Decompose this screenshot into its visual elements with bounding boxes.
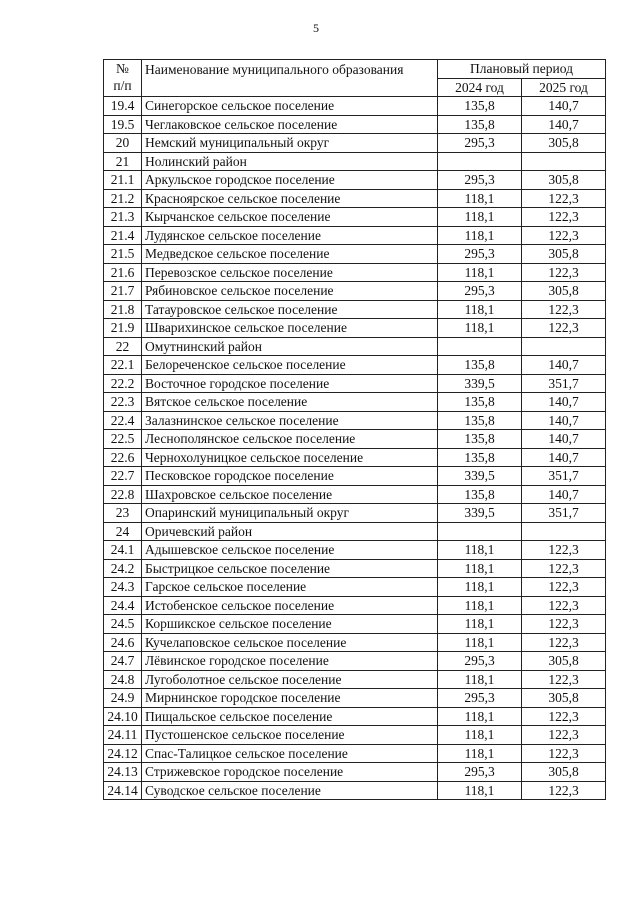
table-row	[104, 559, 606, 578]
table-row	[104, 652, 606, 671]
row-value-2025: 122,3	[522, 559, 606, 578]
row-number: 24.9	[104, 689, 142, 708]
table-row	[104, 171, 606, 190]
row-value-2024	[438, 337, 522, 356]
table-row	[104, 319, 606, 338]
table-row	[104, 134, 606, 153]
row-value-2025: 140,7	[522, 356, 606, 375]
row-number: 21.3	[104, 208, 142, 227]
row-value-2024: 135,8	[438, 115, 522, 134]
row-number: 22.4	[104, 411, 142, 430]
table-row	[104, 633, 606, 652]
row-value-2024: 118,1	[438, 541, 522, 560]
row-value-2025: 122,3	[522, 707, 606, 726]
row-name: Спас-Талицкое сельское поселение	[142, 744, 438, 763]
row-number: 24.14	[104, 781, 142, 800]
row-value-2025: 305,8	[522, 763, 606, 782]
table-row	[104, 411, 606, 430]
row-value-2024: 135,8	[438, 430, 522, 449]
row-value-2025: 305,8	[522, 134, 606, 153]
row-value-2025: 122,3	[522, 226, 606, 245]
row-value-2024: 118,1	[438, 781, 522, 800]
table-row	[104, 596, 606, 615]
table-row	[104, 522, 606, 541]
row-name: Вятское сельское поселение	[142, 393, 438, 412]
table-row	[104, 282, 606, 301]
row-name: Чернохолуницкое сельское поселение	[142, 448, 438, 467]
row-number: 22.5	[104, 430, 142, 449]
table-row	[104, 263, 606, 282]
row-value-2024	[438, 522, 522, 541]
row-value-2025: 122,3	[522, 781, 606, 800]
table-row	[104, 208, 606, 227]
row-value-2024: 339,5	[438, 467, 522, 486]
row-number: 24.5	[104, 615, 142, 634]
table-row	[104, 152, 606, 171]
row-number: 24.8	[104, 670, 142, 689]
table-row	[104, 115, 606, 134]
row-value-2024: 135,8	[438, 356, 522, 375]
row-value-2025: 351,7	[522, 504, 606, 523]
row-number: 24.12	[104, 744, 142, 763]
row-value-2025: 305,8	[522, 245, 606, 264]
row-number: 24.7	[104, 652, 142, 671]
table-row	[104, 707, 606, 726]
row-name: Нолинский район	[142, 152, 438, 171]
municipal-table	[103, 59, 606, 800]
table-row	[104, 467, 606, 486]
row-value-2025: 351,7	[522, 467, 606, 486]
row-number: 19.5	[104, 115, 142, 134]
row-value-2025	[522, 152, 606, 171]
row-value-2025: 122,3	[522, 189, 606, 208]
row-value-2024: 118,1	[438, 189, 522, 208]
row-number: 23	[104, 504, 142, 523]
row-name: Красноярское сельское поселение	[142, 189, 438, 208]
row-value-2024: 135,8	[438, 97, 522, 116]
row-value-2025: 140,7	[522, 448, 606, 467]
row-name: Лудянское сельское поселение	[142, 226, 438, 245]
row-value-2024	[438, 152, 522, 171]
row-value-2024: 135,8	[438, 485, 522, 504]
row-name: Суводское сельское поселение	[142, 781, 438, 800]
row-name: Восточное городское поселение	[142, 374, 438, 393]
header-row	[104, 60, 606, 79]
row-name: Пищальское сельское поселение	[142, 707, 438, 726]
row-number: 21.4	[104, 226, 142, 245]
row-value-2025: 122,3	[522, 578, 606, 597]
row-name: Лёвинское городское поселение	[142, 652, 438, 671]
row-value-2024: 118,1	[438, 578, 522, 597]
row-value-2025: 122,3	[522, 726, 606, 745]
row-value-2025: 122,3	[522, 744, 606, 763]
row-number: 24.10	[104, 707, 142, 726]
row-value-2025: 140,7	[522, 393, 606, 412]
row-value-2024: 135,8	[438, 448, 522, 467]
row-value-2025: 122,3	[522, 633, 606, 652]
row-value-2025: 305,8	[522, 171, 606, 190]
table-row	[104, 763, 606, 782]
table-row	[104, 393, 606, 412]
table-row	[104, 245, 606, 264]
row-number: 24.6	[104, 633, 142, 652]
row-value-2024: 339,5	[438, 504, 522, 523]
table-row	[104, 541, 606, 560]
row-name: Белореченское сельское поселение	[142, 356, 438, 375]
row-name: Кучелаповское сельское поселение	[142, 633, 438, 652]
row-number: 24	[104, 522, 142, 541]
table-row	[104, 226, 606, 245]
row-name: Песковское городское поселение	[142, 467, 438, 486]
row-value-2024: 295,3	[438, 282, 522, 301]
header-num-line1: №	[116, 61, 129, 76]
row-value-2025	[522, 337, 606, 356]
row-name: Адышевское сельское поселение	[142, 541, 438, 560]
row-value-2024: 118,1	[438, 226, 522, 245]
row-name: Чеглаковское сельское поселение	[142, 115, 438, 134]
row-name: Омутнинский район	[142, 337, 438, 356]
row-value-2024: 118,1	[438, 707, 522, 726]
row-number: 21	[104, 152, 142, 171]
row-value-2025: 122,3	[522, 615, 606, 634]
row-value-2024: 295,3	[438, 134, 522, 153]
header-period: Плановый период	[438, 60, 606, 79]
header-year-2024: 2024 год	[438, 78, 522, 97]
row-value-2024: 118,1	[438, 300, 522, 319]
row-name: Лугоболотное сельское поселение	[142, 670, 438, 689]
row-number: 21.1	[104, 171, 142, 190]
row-number: 21.5	[104, 245, 142, 264]
row-number: 21.8	[104, 300, 142, 319]
row-number: 24.2	[104, 559, 142, 578]
table-header	[104, 60, 606, 97]
header-num-line2: п/п	[113, 77, 132, 93]
row-name: Коршикское сельское поселение	[142, 615, 438, 634]
row-number: 22.6	[104, 448, 142, 467]
row-number: 21.6	[104, 263, 142, 282]
row-name: Гарское сельское поселение	[142, 578, 438, 597]
row-value-2025: 305,8	[522, 652, 606, 671]
row-number: 22.7	[104, 467, 142, 486]
row-value-2025: 351,7	[522, 374, 606, 393]
table-row	[104, 615, 606, 634]
row-value-2025	[522, 522, 606, 541]
table-body	[104, 97, 606, 800]
row-number: 22.1	[104, 356, 142, 375]
row-value-2024: 295,3	[438, 763, 522, 782]
table-row	[104, 744, 606, 763]
row-value-2024: 118,1	[438, 744, 522, 763]
table-row	[104, 448, 606, 467]
row-number: 21.7	[104, 282, 142, 301]
row-value-2024: 118,1	[438, 615, 522, 634]
header-num	[104, 60, 142, 97]
table-row	[104, 689, 606, 708]
row-name: Опаринский муниципальный округ	[142, 504, 438, 523]
row-number: 24.3	[104, 578, 142, 597]
table-row	[104, 374, 606, 393]
row-value-2024: 118,1	[438, 726, 522, 745]
row-name: Татауровское сельское поселение	[142, 300, 438, 319]
row-value-2024: 295,3	[438, 652, 522, 671]
row-number: 21.2	[104, 189, 142, 208]
row-name: Аркульское городское поселение	[142, 171, 438, 190]
header-year-2025: 2025 год	[522, 78, 606, 97]
table-row	[104, 189, 606, 208]
row-name: Пустошенское сельское поселение	[142, 726, 438, 745]
row-value-2025: 122,3	[522, 596, 606, 615]
table-row	[104, 504, 606, 523]
row-name: Рябиновское сельское поселение	[142, 282, 438, 301]
row-value-2025: 122,3	[522, 300, 606, 319]
table-row	[104, 356, 606, 375]
row-number: 22	[104, 337, 142, 356]
row-value-2024: 118,1	[438, 559, 522, 578]
row-value-2024: 295,3	[438, 245, 522, 264]
row-value-2025: 122,3	[522, 670, 606, 689]
row-name: Залазнинское сельское поселение	[142, 411, 438, 430]
row-value-2024: 339,5	[438, 374, 522, 393]
row-value-2025: 305,8	[522, 282, 606, 301]
row-name: Перевозское сельское поселение	[142, 263, 438, 282]
row-value-2025: 140,7	[522, 411, 606, 430]
row-value-2024: 295,3	[438, 171, 522, 190]
row-number: 24.1	[104, 541, 142, 560]
row-value-2024: 135,8	[438, 393, 522, 412]
row-number: 24.11	[104, 726, 142, 745]
table-row	[104, 97, 606, 116]
table-row	[104, 300, 606, 319]
table-row	[104, 670, 606, 689]
header-name: Наименование муниципального образования	[142, 60, 438, 97]
row-number: 21.9	[104, 319, 142, 338]
row-name: Мирнинское городское поселение	[142, 689, 438, 708]
row-number: 24.4	[104, 596, 142, 615]
row-number: 22.2	[104, 374, 142, 393]
row-value-2024: 118,1	[438, 670, 522, 689]
row-value-2024: 118,1	[438, 596, 522, 615]
table-row	[104, 578, 606, 597]
row-name: Быстрицкое сельское поселение	[142, 559, 438, 578]
row-name: Шахровское сельское поселение	[142, 485, 438, 504]
row-number: 19.4	[104, 97, 142, 116]
row-name: Шварихинское сельское поселение	[142, 319, 438, 338]
row-value-2025: 122,3	[522, 263, 606, 282]
page-number: 5	[313, 21, 319, 35]
row-value-2024: 118,1	[438, 263, 522, 282]
row-value-2025: 122,3	[522, 208, 606, 227]
row-value-2024: 118,1	[438, 633, 522, 652]
row-name: Кырчанское сельское поселение	[142, 208, 438, 227]
row-value-2025: 140,7	[522, 430, 606, 449]
row-name: Синегорское сельское поселение	[142, 97, 438, 116]
row-name: Истобенское сельское поселение	[142, 596, 438, 615]
row-number: 20	[104, 134, 142, 153]
table-row	[104, 430, 606, 449]
row-value-2025: 122,3	[522, 541, 606, 560]
row-name: Немский муниципальный округ	[142, 134, 438, 153]
table-row	[104, 781, 606, 800]
row-name: Стрижевское городское поселение	[142, 763, 438, 782]
row-value-2025: 305,8	[522, 689, 606, 708]
row-name: Оричевский район	[142, 522, 438, 541]
row-value-2025: 122,3	[522, 319, 606, 338]
row-value-2024: 295,3	[438, 689, 522, 708]
table-row	[104, 337, 606, 356]
table-row	[104, 485, 606, 504]
row-value-2025: 140,7	[522, 97, 606, 116]
row-name: Леснополянское сельское поселение	[142, 430, 438, 449]
row-value-2024: 118,1	[438, 208, 522, 227]
row-name: Медведское сельское поселение	[142, 245, 438, 264]
row-value-2025: 140,7	[522, 485, 606, 504]
table-row	[104, 726, 606, 745]
row-value-2025: 140,7	[522, 115, 606, 134]
row-number: 24.13	[104, 763, 142, 782]
row-number: 22.8	[104, 485, 142, 504]
row-value-2024: 118,1	[438, 319, 522, 338]
row-number: 22.3	[104, 393, 142, 412]
row-value-2024: 135,8	[438, 411, 522, 430]
